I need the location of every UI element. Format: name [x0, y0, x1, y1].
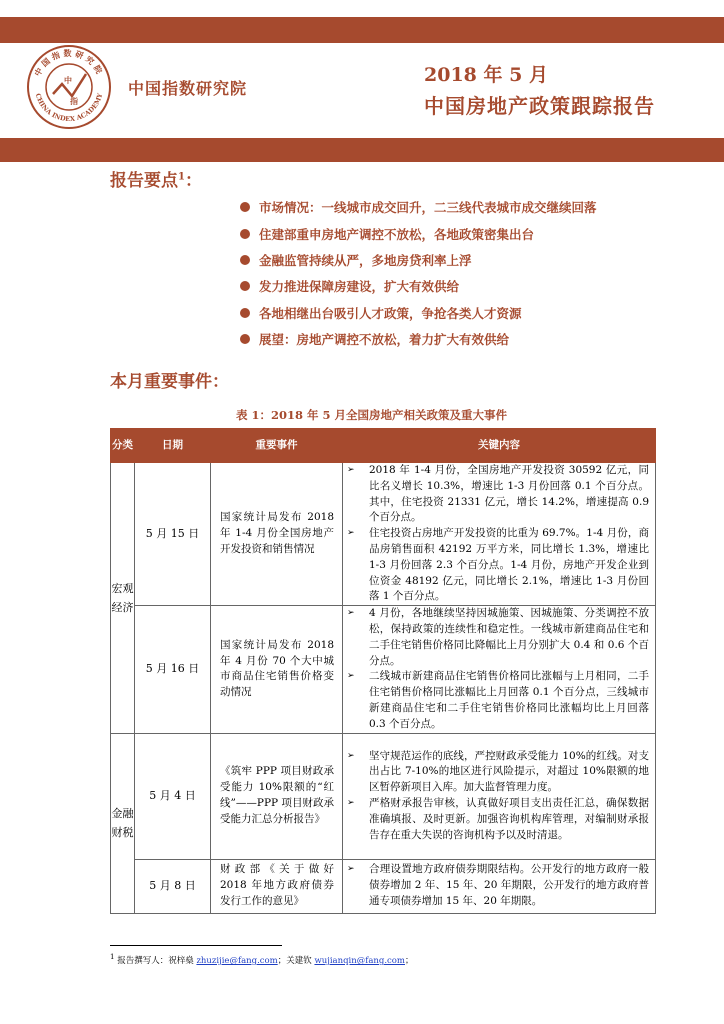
- key-point-item: [240, 273, 597, 299]
- content-point: [347, 862, 649, 909]
- content-cell: [343, 606, 656, 733]
- academy-logo-icon: [26, 44, 112, 130]
- content-cell: [343, 733, 656, 859]
- bullet-dot-icon: [240, 255, 250, 265]
- key-point-text: 市场情况：一线城市成交回升，二三线代表城市成交继续回落: [259, 200, 597, 216]
- category-cell: [111, 463, 135, 734]
- key-point-text: 各地相继出台吸引人才政策，争抢各类人才资源: [259, 305, 522, 321]
- key-point-item: [240, 220, 597, 246]
- col-header-event: 重要事件: [211, 429, 343, 463]
- logo-ring-text-en: CHINA INDEX ACADEMY: [33, 92, 105, 124]
- content-point: [347, 526, 649, 605]
- footnote-mark: 1: [110, 952, 115, 961]
- table-caption: 表 1：2018 年 5 月全国房地产相关政策及重大事件: [236, 408, 508, 422]
- bullet-dot-icon: [240, 334, 250, 344]
- arrow-bullet-icon: ➢: [347, 864, 355, 875]
- category-cell: [111, 733, 135, 913]
- event-cell: 《筑牢 PPP 项目财政承受能力 10%限额的“红线”——PPP 项目财政承受能力汇总分析报告》: [211, 733, 343, 859]
- table-header-row: [111, 429, 656, 463]
- key-point-item: [240, 247, 597, 273]
- footnote-divider: [110, 945, 282, 946]
- author-email-link[interactable]: zhuzijie@fang.com: [196, 955, 278, 966]
- event-cell: 国家统计局发布 2018 年 4 月份 70 个大中城市商品住宅销售价格变动情况: [211, 606, 343, 733]
- bullet-dot-icon: [240, 229, 250, 239]
- table-row: [111, 733, 656, 859]
- content-cell: [343, 463, 656, 606]
- bullet-dot-icon: [240, 308, 250, 318]
- event-cell: 财政部《关于做好 2018 年地方政府债券发行工作的意见》: [211, 859, 343, 913]
- key-points-heading-text: 报告要点: [110, 171, 178, 191]
- key-point-text: 金融监管持续从严，多地房贷利率上浮: [259, 252, 472, 268]
- report-title: 中国房地产政策跟踪报告: [424, 94, 655, 118]
- point-text: 坚守规范运作的底线，严控财政承受能力 10%的红线。对支出占比 7-10%的地区进行风险提示，对超过 10%限额的地区暂停新项目入库。加大监督管理力度。: [369, 749, 649, 794]
- key-points-heading: [110, 166, 202, 191]
- footnote-label: 报告撰写人：祝梓燊: [117, 955, 194, 966]
- org-name: 中国指数研究院: [128, 79, 248, 98]
- table-row: [111, 859, 656, 913]
- bullet-dot-icon: [240, 281, 250, 291]
- point-text: 严格财承报告审核，认真做好项目支出责任汇总，确保数据准确填报、及时更新。加强咨询机构库管理，对编制财承报告存在重大失误的咨询机构予以及时清退。: [369, 797, 649, 841]
- author-email-link[interactable]: wujianqin@fang.com: [314, 955, 405, 966]
- key-point-item: [240, 326, 597, 352]
- date-cell: 5 月 4 日: [135, 733, 211, 859]
- key-point-text: 住建部重申房地产调控不放松，各地政策密集出台: [259, 226, 535, 242]
- arrow-bullet-icon: ➢: [347, 798, 355, 809]
- footnote-separator: ；关建钦: [277, 955, 312, 966]
- date-cell: 5 月 16 日: [135, 606, 211, 733]
- table-row: [111, 463, 656, 606]
- footnote-end: ；: [405, 955, 414, 966]
- footnote-ref[interactable]: 1: [178, 171, 185, 183]
- content-point: [347, 669, 649, 732]
- svg-text:中国指数研究院: [32, 48, 106, 78]
- key-point-item: [240, 194, 597, 220]
- key-point-item: [240, 300, 597, 326]
- events-table: [110, 428, 656, 914]
- report-date: 2018 年 5 月: [424, 64, 548, 86]
- key-point-text: 发力推进保障房建设，扩大有效供给: [259, 279, 460, 295]
- category-label: 金融财税: [111, 807, 134, 840]
- header-bottom-band: [0, 138, 724, 162]
- event-cell: 国家统计局发布 2018 年 1-4 月份全国房地产开发投资和销售情况: [211, 463, 343, 606]
- arrow-bullet-icon: ➢: [347, 528, 355, 539]
- arrow-bullet-icon: ➢: [347, 671, 355, 682]
- header-top-band: [0, 17, 724, 43]
- point-text: 2018 年 1-4 月份，全国房地产开发投资 30592 亿元，同比名义增长 10.3%，增速比 1-3 月份回落 0.1 个百分点。其中，住宅投资 21331 亿元，增长 14.2%，增速提高 0.9 个百分点。: [369, 464, 649, 524]
- point-text: 二线城市新建商品住宅销售价格同比涨幅与上月相同，二手住宅销售价格同比涨幅比上月回落 0.1 个百分点，三线城市新建商品住宅和二手住宅销售价格同比涨幅均比上月回落 0.3 个百分点。: [369, 670, 649, 730]
- arrow-bullet-icon: ➢: [347, 465, 355, 475]
- col-header-category: 分类: [111, 429, 135, 463]
- bullet-dot-icon: [240, 202, 250, 212]
- date-cell: 5 月 15 日: [135, 463, 211, 606]
- content-point: [347, 606, 649, 669]
- key-points-list: [240, 194, 597, 352]
- logo-ring-text: 中国指数研究院: [32, 48, 106, 78]
- events-heading: 本月重要事件：: [110, 372, 229, 392]
- table-row: [111, 606, 656, 733]
- point-text: 4 月份，各地继续坚持因城施策、因城施策、分类调控不放松，保持政策的连续性和稳定性。一线城市新建商品住宅和二手住宅销售价格同比降幅比上月分别扩大 0.4 和 0.6 个百分点。: [369, 607, 649, 667]
- logo-center-top: 中: [64, 75, 72, 85]
- point-text: 合理设置地方政府债券期限结构。公开发行的地方政府一般债券增加 2 年、15 年、20 年期限，公开发行的地方政府普通专项债券增加 15 年、20 年期限。: [369, 863, 649, 907]
- arrow-bullet-icon: ➢: [347, 750, 355, 761]
- col-header-date: 日期: [135, 429, 211, 463]
- logo-center-bottom: 指: [70, 96, 78, 106]
- footnote: [110, 952, 414, 966]
- arrow-bullet-icon: ➢: [347, 608, 355, 619]
- content-point: [347, 796, 649, 843]
- content-cell: [343, 859, 656, 913]
- key-point-text: 展望：房地产调控不放松，着力扩大有效供给: [259, 332, 510, 348]
- content-point: [347, 749, 649, 796]
- key-points-heading-suffix: ：: [184, 171, 202, 191]
- category-label: 宏观经济: [111, 581, 134, 614]
- content-point: [347, 463, 649, 526]
- date-cell: 5 月 8 日: [135, 859, 211, 913]
- col-header-content: 关键内容: [343, 429, 656, 463]
- point-text: 住宅投资占房地产开发投资的比重为 69.7%。1-4 月份，商品房销售面积 42192 万平方米，同比增长 1.3%，增速比 1-3 月份回落 2.3 个百分点。1-4 月份，房地产开发企业到位资金 48192 亿元，同比增长 2.1%，增速比 1-3 月份回落 1 个百分点。: [369, 527, 649, 603]
